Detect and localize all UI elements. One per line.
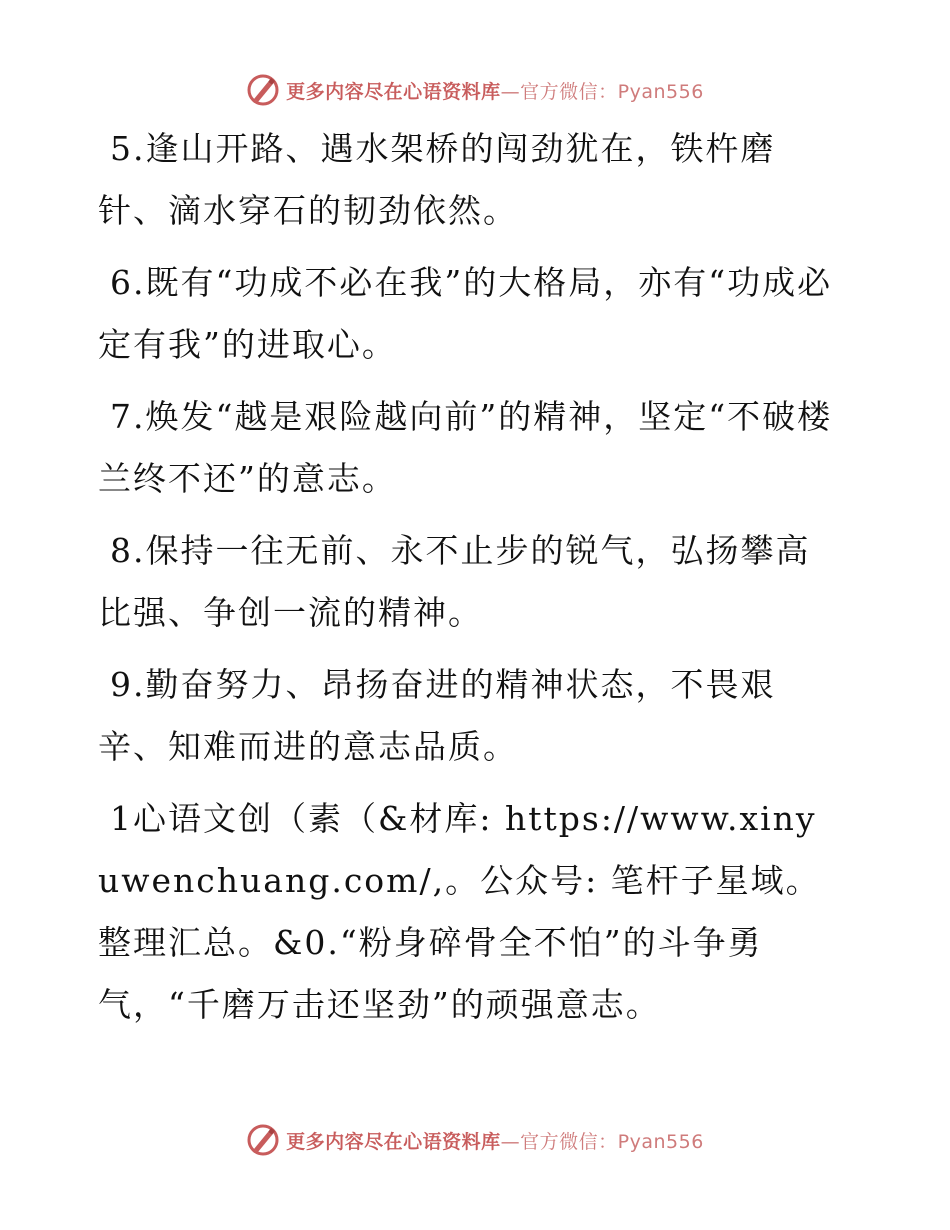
document-body xyxy=(98,118,838,1046)
paragraph-8: 8.保持一往无前、永不止步的锐气，弘扬攀高比强、争创一流的精神。 xyxy=(98,531,811,632)
paragraph-9: 9.勤奋努力、昂扬奋进的精神状态，不畏艰辛、知难而进的意志品质。 xyxy=(98,665,776,766)
paragraph-7: 7.焕发“越是艰险越向前”的精神，坚定“不破楼兰终不还”的意志。 xyxy=(98,397,833,498)
paragraph-10: 1心语文创（素（&材库: https://www.xinyuwenchuang.com/,。公众号: 笔杆子星域。整理汇总。&0.“粉身碎骨全不怕”的斗争勇气，“千磨万击还坚劲”的顽强意志。 xyxy=(98,799,821,1024)
header-banner-text xyxy=(286,77,704,104)
paragraph-6: 6.既有“功成不必在我”的大格局，亦有“功成必定有我”的进取心。 xyxy=(98,263,833,364)
pen-logo-icon xyxy=(246,1123,280,1157)
footer-banner-text xyxy=(286,1127,704,1154)
header-banner xyxy=(0,70,950,110)
header-wechat: —官方微信：Pyan556 xyxy=(500,80,704,103)
header-brand: 更多内容尽在心语资料库 xyxy=(286,80,501,103)
footer-brand: 更多内容尽在心语资料库 xyxy=(286,1130,501,1153)
footer-wechat: —官方微信：Pyan556 xyxy=(500,1130,704,1153)
paragraph-5: 5.逢山开路、遇水架桥的闯劲犹在，铁杵磨针、滴水穿石的韧劲依然。 xyxy=(98,129,776,230)
pen-logo-icon xyxy=(246,73,280,107)
footer-banner xyxy=(0,1120,950,1160)
